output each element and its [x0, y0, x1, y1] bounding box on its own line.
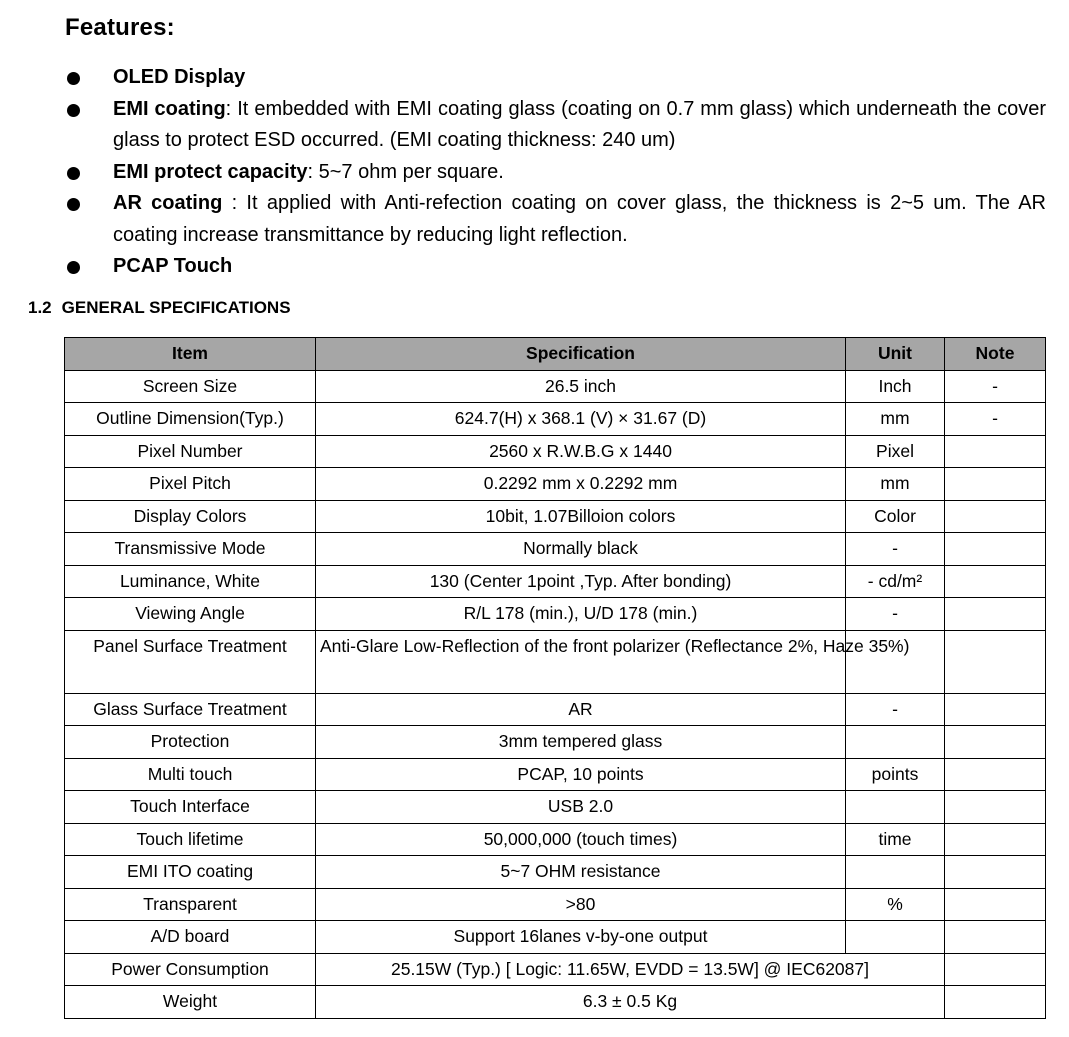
table-row — [65, 565, 1046, 598]
cell-item: EMI ITO coating — [65, 856, 316, 889]
cell-unit — [846, 856, 945, 889]
cell-spec: 26.5 inch — [316, 370, 846, 403]
cell-unit: mm — [846, 468, 945, 501]
cell-unit: - — [846, 693, 945, 726]
cell-unit: - — [846, 533, 945, 566]
cell-item: Pixel Pitch — [65, 468, 316, 501]
cell-note — [945, 758, 1046, 791]
cell-item: Transparent — [65, 888, 316, 921]
feature-name: EMI protect capacity — [113, 160, 308, 183]
feature-item — [62, 62, 1046, 94]
table-row — [65, 921, 1046, 954]
feature-text: : It embedded with EMI coating glass (coating on 0.7 mm glass) which underneath the cover glass to protect ESD occurred. (EMI coating thickness: 240 um) — [113, 97, 1046, 151]
table-row — [65, 726, 1046, 759]
cell-note — [945, 598, 1046, 631]
cell-unit — [846, 921, 945, 954]
feature-item — [62, 251, 1046, 283]
feature-text: : It applied with Anti-refection coating on cover glass, the thickness is 2~5 um. The AR coating increase transmittance by reducing light reflection. — [113, 192, 1046, 246]
section-number: 1.2 — [28, 298, 52, 317]
bullet-icon — [67, 261, 80, 274]
cell-spec: 3mm tempered glass — [316, 726, 846, 759]
section-heading — [28, 298, 291, 318]
cell-note — [945, 888, 1046, 921]
table-row — [65, 693, 1046, 726]
cell-item: Panel Surface Treatment — [65, 630, 316, 693]
cell-note — [945, 823, 1046, 856]
features-title: Features: — [65, 14, 175, 41]
cell-note — [945, 500, 1046, 533]
table-row — [65, 856, 1046, 889]
cell-note: - — [945, 403, 1046, 436]
table-header-row — [65, 338, 1046, 371]
bullet-icon — [67, 72, 80, 85]
cell-item: Glass Surface Treatment — [65, 693, 316, 726]
feature-name: OLED Display — [113, 66, 246, 88]
cell-note — [945, 791, 1046, 824]
cell-spec: 10bit, 1.07Billoion colors — [316, 500, 846, 533]
cell-note — [945, 986, 1046, 1019]
cell-item: Touch lifetime — [65, 823, 316, 856]
cell-spec: >80 — [316, 888, 846, 921]
bullet-icon — [67, 104, 80, 117]
table-row — [65, 370, 1046, 403]
cell-item: Pixel Number — [65, 435, 316, 468]
cell-note — [945, 468, 1046, 501]
bullet-icon — [67, 198, 80, 211]
table-row — [65, 435, 1046, 468]
cell-spec: 50,000,000 (touch times) — [316, 823, 846, 856]
table-row — [65, 630, 1046, 693]
cell-note — [945, 630, 1046, 693]
cell-spec: 6.3 ± 0.5 Kg — [316, 986, 945, 1019]
cell-unit: - cd/m² — [846, 565, 945, 598]
cell-unit: points — [846, 758, 945, 791]
cell-item: Weight — [65, 986, 316, 1019]
header-note: Note — [945, 338, 1046, 371]
cell-spec: AR — [316, 693, 846, 726]
table-row — [65, 823, 1046, 856]
cell-item: Viewing Angle — [65, 598, 316, 631]
cell-spec: 130 (Center 1point ,Typ. After bonding) — [316, 565, 846, 598]
cell-item: Touch Interface — [65, 791, 316, 824]
table-row — [65, 953, 1046, 986]
cell-unit: Color — [846, 500, 945, 533]
cell-item: A/D board — [65, 921, 316, 954]
table-row — [65, 791, 1046, 824]
cell-spec: 0.2292 mm x 0.2292 mm — [316, 468, 846, 501]
cell-item: Outline Dimension(Typ.) — [65, 403, 316, 436]
table-row — [65, 403, 1046, 436]
cell-spec: 2560 x R.W.B.G x 1440 — [316, 435, 846, 468]
cell-unit: % — [846, 888, 945, 921]
cell-note — [945, 726, 1046, 759]
table-row — [65, 758, 1046, 791]
bullet-icon — [67, 167, 80, 180]
cell-note — [945, 953, 1046, 986]
header-item: Item — [65, 338, 316, 371]
cell-item: Power Consumption — [65, 953, 316, 986]
cell-item: Multi touch — [65, 758, 316, 791]
cell-item: Transmissive Mode — [65, 533, 316, 566]
feature-name: AR coating — [113, 192, 223, 214]
feature-name: PCAP Touch — [113, 255, 233, 277]
cell-note — [945, 921, 1046, 954]
cell-spec: R/L 178 (min.), U/D 178 (min.) — [316, 598, 846, 631]
cell-item: Luminance, White — [65, 565, 316, 598]
cell-spec: USB 2.0 — [316, 791, 846, 824]
table-row — [65, 533, 1046, 566]
cell-unit: Inch — [846, 370, 945, 403]
cell-unit — [846, 726, 945, 759]
cell-spec: PCAP, 10 points — [316, 758, 846, 791]
cell-note — [945, 435, 1046, 468]
feature-item — [62, 94, 1046, 157]
cell-unit: - — [846, 598, 945, 631]
cell-spec: Support 16lanes v-by-one output — [316, 921, 846, 954]
feature-name: EMI coating — [113, 97, 226, 120]
feature-item — [62, 188, 1046, 251]
cell-item: Screen Size — [65, 370, 316, 403]
cell-unit: time — [846, 823, 945, 856]
section-title: GENERAL SPECIFICATIONS — [61, 298, 291, 317]
cell-note — [945, 533, 1046, 566]
cell-spec: 624.7(H) x 368.1 (V) × 31.67 (D) — [316, 403, 846, 436]
header-specification: Specification — [316, 338, 846, 371]
cell-unit: Pixel — [846, 435, 945, 468]
cell-note — [945, 856, 1046, 889]
cell-unit: mm — [846, 403, 945, 436]
cell-spec: 5~7 OHM resistance — [316, 856, 846, 889]
table-row — [65, 986, 1046, 1019]
cell-unit — [846, 791, 945, 824]
header-unit: Unit — [846, 338, 945, 371]
table-row — [65, 500, 1046, 533]
cell-note — [945, 693, 1046, 726]
cell-note — [945, 565, 1046, 598]
feature-text: : 5~7 ohm per square. — [307, 160, 504, 183]
cell-item: Protection — [65, 726, 316, 759]
spec-table — [64, 337, 1046, 1019]
table-row — [65, 888, 1046, 921]
features-list — [62, 62, 1046, 283]
cell-note: - — [945, 370, 1046, 403]
table-row — [65, 598, 1046, 631]
cell-spec: 25.15W (Typ.) [ Logic: 11.65W, EVDD = 13.5W] @ IEC62087] — [316, 953, 945, 986]
cell-spec: Normally black — [316, 533, 846, 566]
cell-spec: Anti-Glare Low-Reflection of the front polarizer (Reflectance 2%, Haze 35%) — [316, 630, 846, 693]
feature-item — [62, 157, 1046, 189]
cell-item: Display Colors — [65, 500, 316, 533]
table-row — [65, 468, 1046, 501]
